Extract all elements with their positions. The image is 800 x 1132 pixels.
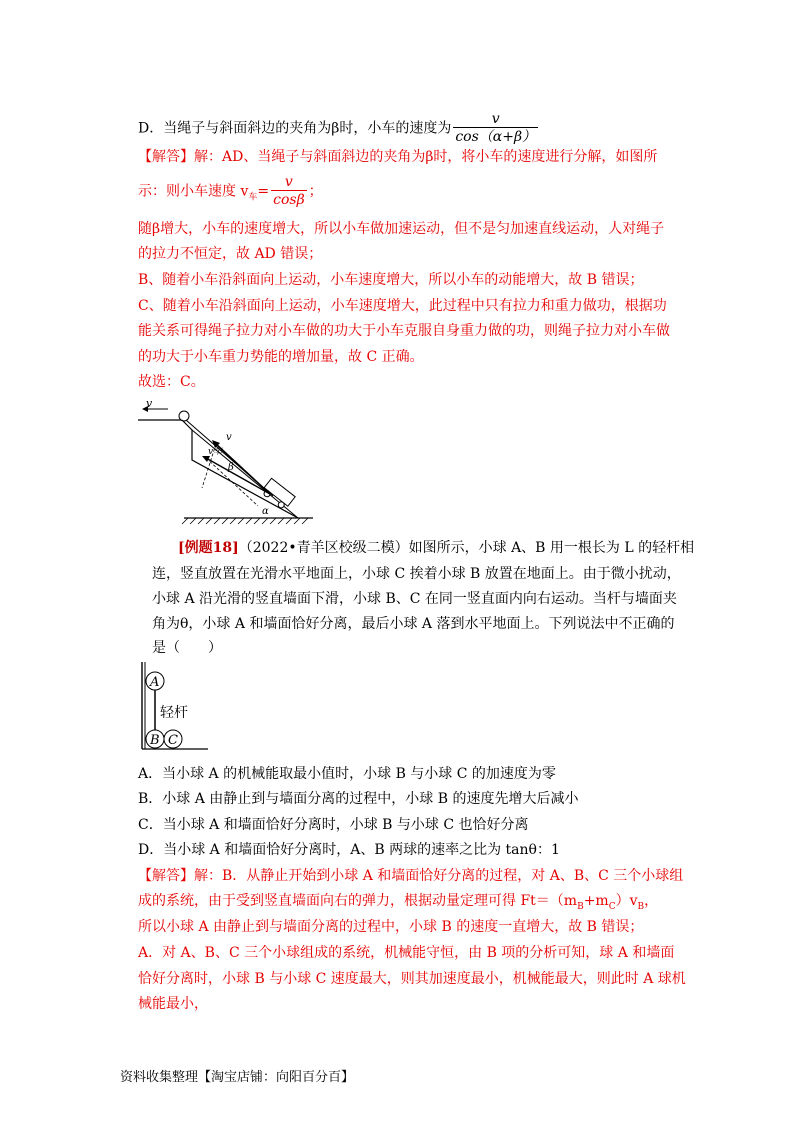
car-velocity-fraction [271, 174, 307, 209]
car-velocity-label: v车 [208, 447, 223, 457]
example18-line3: 小球 A 沿光滑的竖直墙面下滑，小球 B、C 在同一竖直面内向右运动。当杆与墙面夹 [152, 591, 677, 607]
alpha-label: α [262, 506, 269, 517]
sub-b2: B [637, 901, 645, 912]
ball-c-label: C [168, 733, 178, 748]
frac-denominator: cosβ [273, 192, 305, 208]
beta-label: β [228, 462, 234, 473]
example-tag: [例题18] [178, 540, 239, 556]
answer1-line2 [138, 174, 323, 209]
answer2-line2-mid: +m [583, 893, 609, 909]
answer1-line2-eq: = [257, 183, 270, 200]
answer1-line2-sub: 车 [248, 192, 258, 203]
answer2-line2-pre: 成的系统，由于受到竖直墙面向右的弹力，根据动量定理可得 Ft＝（m [138, 893, 578, 909]
example18-line5: 是（ ） [152, 640, 222, 656]
answer2-line2-mid2: ）v [615, 893, 638, 909]
answer2-line5: 恰好分离时，小球 B 与小球 C 速度最大，则其加速度最小，机械能最大，则此时 A 球机 [138, 971, 686, 987]
ball-a-label: A [150, 675, 160, 690]
option-b: B．小球 A 由静止到与墙面分离的过程中，小球 B 的速度先增大后减小 [138, 791, 579, 807]
answer1-line3: 随β增大，小车的速度增大，所以小车做加速运动，但不是匀加速直线运动，人对绳子 [138, 221, 665, 237]
example18-line4: 角为θ，小球 A 和墙面恰好分离，最后小球 A 落到水平地面上。下列说法中不正确的 [152, 616, 675, 632]
incline-diagram [138, 396, 318, 526]
answer1-line5: B、随着小车沿斜面向上运动，小车速度增大，所以小车的动能增大，故 B 错误； [138, 272, 644, 288]
answer1-line8: 的功大于小车重力势能的增加量，故 C 正确。 [138, 349, 424, 365]
answer2-line3: 所以小球 A 由静止到与墙面分离的过程中，小球 B 的速度一直增大，故 B 错误； [138, 919, 644, 935]
answer1-line2-pre: 示：则小车速度 v [138, 183, 249, 200]
velocity-fraction [453, 111, 538, 146]
person-velocity-label: v [146, 397, 153, 410]
rope-velocity-label: v [226, 432, 232, 443]
answer1-line9: 故选：C。 [138, 374, 205, 390]
answer2-line2 [138, 891, 658, 917]
option-a: A．当小球 A 的机械能取最小值时，小球 B 与小球 C 的加速度为零 [138, 766, 556, 782]
ball-rod-diagram [138, 660, 213, 752]
answer1-line7: 能关系可得绳子拉力对小车做的功大于小车克服自身重力做的功，则绳子拉力对小车做 [138, 323, 670, 339]
frac-numerator: v [453, 111, 538, 128]
example18-line2: 连，竖直放置在光滑水平地面上，小球 C 挨着小球 B 放置在地面上。由于微小扰动， [152, 566, 681, 582]
sub-c: C [608, 901, 616, 912]
answer1-line2-post: ； [308, 183, 323, 200]
option-c: C．当小球 A 和墙面恰好分离时，小球 B 与小球 C 也恰好分离 [138, 817, 529, 833]
answer2-line6: 械能最小， [138, 996, 208, 1012]
ball-b-label: B [150, 733, 160, 748]
option-d-line [138, 111, 540, 146]
example18-line1 [178, 538, 694, 558]
answer1-line4: 的拉力不恒定，故 AD 错误； [138, 246, 323, 262]
footer-text: 资料收集整理【淘宝店铺：向阳百分百】 [120, 1070, 355, 1085]
frac-numerator: v [271, 174, 307, 191]
answer2-line4: A．对 A、B、C 三个小球组成的系统，机械能守恒，由 B 项的分析可知，球 A 和墙面 [138, 945, 675, 961]
example18-text1: （2022•青羊区校级二模）如图所示，小球 A、B 用一根长为 L 的轻杆相 [238, 540, 695, 556]
frac-denominator: cos（α+β） [455, 129, 537, 145]
answer2-line2-post: ， [644, 893, 659, 909]
answer1-line1: 【解答】解：AD、当绳子与斜面斜边的夹角为β时，将小车的速度进行分解，如图所 [138, 149, 658, 165]
option-d: D．当小球 A 和墙面恰好分离时，A、B 两球的速率之比为 tanθ：1 [138, 842, 560, 858]
rod-label: 轻杆 [160, 705, 188, 721]
answer2-line1: 【解答】解：B．从静止开始到小球 A 和墙面恰好分离的过程，对 A、B、C 三个小球组 [138, 868, 684, 884]
option-d-text: D．当绳子与斜面斜边的夹角为β时，小车的速度为 [138, 120, 452, 137]
sub-b1: B [577, 901, 584, 912]
answer1-line6: C、随着小车沿斜面向上运动，小车速度增大，此过程中只有拉力和重力做功，根据功 [138, 298, 667, 314]
